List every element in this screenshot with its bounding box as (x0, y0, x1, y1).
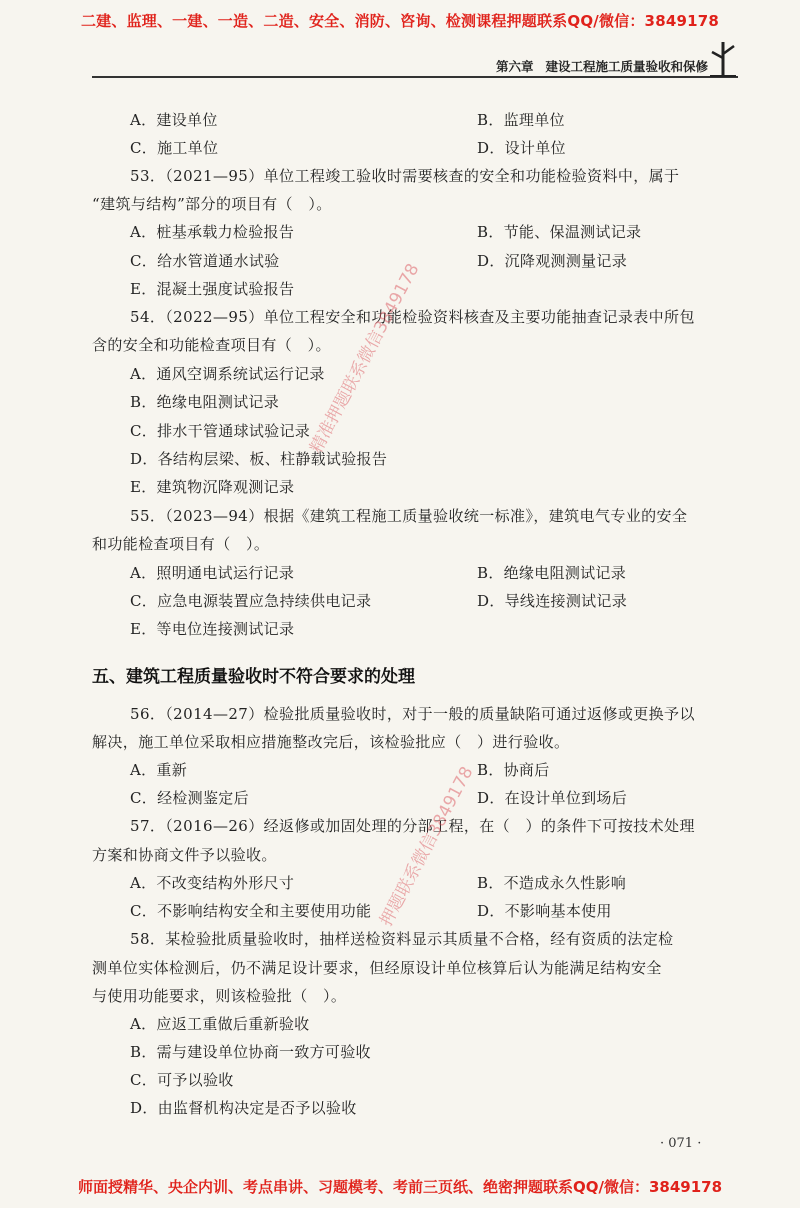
bottom-ad-banner: 师面授精华、央企内训、考点串讲、习题模考、考前三页纸、绝密押题联系QQ/微信：3849178 (77, 1178, 723, 1196)
question-53-stem: 53．（2021—95）单位工程竣工验收时需要核查的安全和功能检验资料中，属于 (130, 167, 680, 185)
question-55-option-c: C．应急电源装置应急持续供电记录 (130, 592, 372, 610)
question-55-stem-cont: 和功能检查项目有（ ）。 (92, 535, 270, 553)
question-54-option-e: E．建筑物沉降观测记录 (130, 478, 295, 496)
question-53-option-b: B．节能、保温测试记录 (477, 223, 642, 241)
header-rule (92, 76, 738, 78)
watermark-lower: 押题联系微信3849178 (376, 763, 478, 930)
question-55-option-e: E．等电位连接测试记录 (130, 620, 295, 638)
question-57-option-a: A．不改变结构外形尺寸 (130, 874, 295, 892)
tree-ornament-icon (706, 38, 740, 78)
question-54-option-a: A．通风空调系统试运行记录 (130, 365, 325, 383)
question-58-option-a: A．应返工重做后重新验收 (130, 1015, 310, 1033)
question-53-option-d: D．沉降观测测量记录 (477, 252, 628, 270)
option-b-prev: B．监理单位 (477, 111, 565, 129)
watermark-upper: 精准押题联系微信3849178 (306, 260, 424, 457)
question-58-stem: 58．某检验批质量验收时，抽样送检资料显示其质量不合格，经有资质的法定检 (130, 930, 674, 948)
question-56-stem: 56．（2014—27）检验批质量验收时，对于一般的质量缺陷可通过返修或更换予以 (130, 705, 695, 723)
question-57-option-c: C．不影响结构安全和主要使用功能 (130, 902, 372, 920)
question-54-option-b: B．绝缘电阻测试记录 (130, 393, 280, 411)
option-d-prev: D．设计单位 (477, 139, 566, 157)
option-a-prev: A．建设单位 (130, 111, 218, 129)
question-57-stem-cont: 方案和协商文件予以验收。 (92, 846, 277, 864)
question-56-option-b: B．协商后 (477, 761, 550, 779)
chapter-label: 第六章 (495, 59, 534, 74)
question-53-option-a: A．桩基承载力检验报告 (130, 223, 295, 241)
question-54-stem-cont: 含的安全和功能检查项目有（ ）。 (92, 336, 331, 354)
top-ad-banner: 二建、监理、一建、一造、二造、安全、消防、咨询、检测课程押题联系QQ/微信：3849178 (80, 12, 720, 30)
question-54-option-c: C．排水干管通球试验记录 (130, 422, 311, 440)
question-58-option-c: C．可予以验收 (130, 1071, 234, 1089)
section-heading: 五、建筑工程质量验收时不符合要求的处理 (92, 667, 415, 687)
question-55-option-d: D．导线连接测试记录 (477, 592, 628, 610)
option-c-prev: C．施工单位 (130, 139, 219, 157)
question-56-option-d: D．在设计单位到场后 (477, 789, 628, 807)
question-54-stem: 54．（2022—95）单位工程安全和功能检验资料核查及主要功能抽查记录表中所包 (130, 308, 695, 326)
question-58-stem-cont2: 与使用功能要求，则该检验批（ ）。 (92, 987, 347, 1005)
question-56-option-c: C．经检测鉴定后 (130, 789, 249, 807)
question-55-stem: 55．（2023—94）根据《建筑工程施工质量验收统一标准》，建筑电气专业的安全 (130, 507, 688, 525)
question-57-option-d: D．不影响基本使用 (477, 902, 612, 920)
question-57-option-b: B．不造成永久性影响 (477, 874, 627, 892)
question-53-stem-cont: “建筑与结构”部分的项目有（ ）。 (92, 195, 332, 213)
question-58-stem-cont1: 测单位实体检测后，仍不满足设计要求，但经原设计单位核算后认为能满足结构安全 (92, 959, 662, 977)
question-57-stem: 57．（2016—26）经返修或加固处理的分部工程，在（ ）的条件下可按技术处理 (130, 817, 695, 835)
question-55-option-a: A．照明通电试运行记录 (130, 564, 295, 582)
question-56-stem-cont: 解决，施工单位采取相应措施整改完后，该检验批应（ ）进行验收。 (92, 733, 570, 751)
question-56-option-a: A．重新 (130, 761, 188, 779)
question-53-option-e: E．混凝土强度试验报告 (130, 280, 295, 298)
question-55-option-b: B．绝缘电阻测试记录 (477, 564, 627, 582)
question-58-option-d: D．由监督机构决定是否予以验收 (130, 1099, 357, 1117)
question-58-option-b: B．需与建设单位协商一致方可验收 (130, 1043, 371, 1061)
running-header (484, 57, 708, 75)
question-53-option-c: C．给水管道通水试验 (130, 252, 280, 270)
chapter-title: 建设工程施工质量验收和保修 (545, 59, 708, 74)
page-number: · 071 · (660, 1136, 702, 1151)
question-54-option-d: D．各结构层梁、板、柱静载试验报告 (130, 450, 388, 468)
